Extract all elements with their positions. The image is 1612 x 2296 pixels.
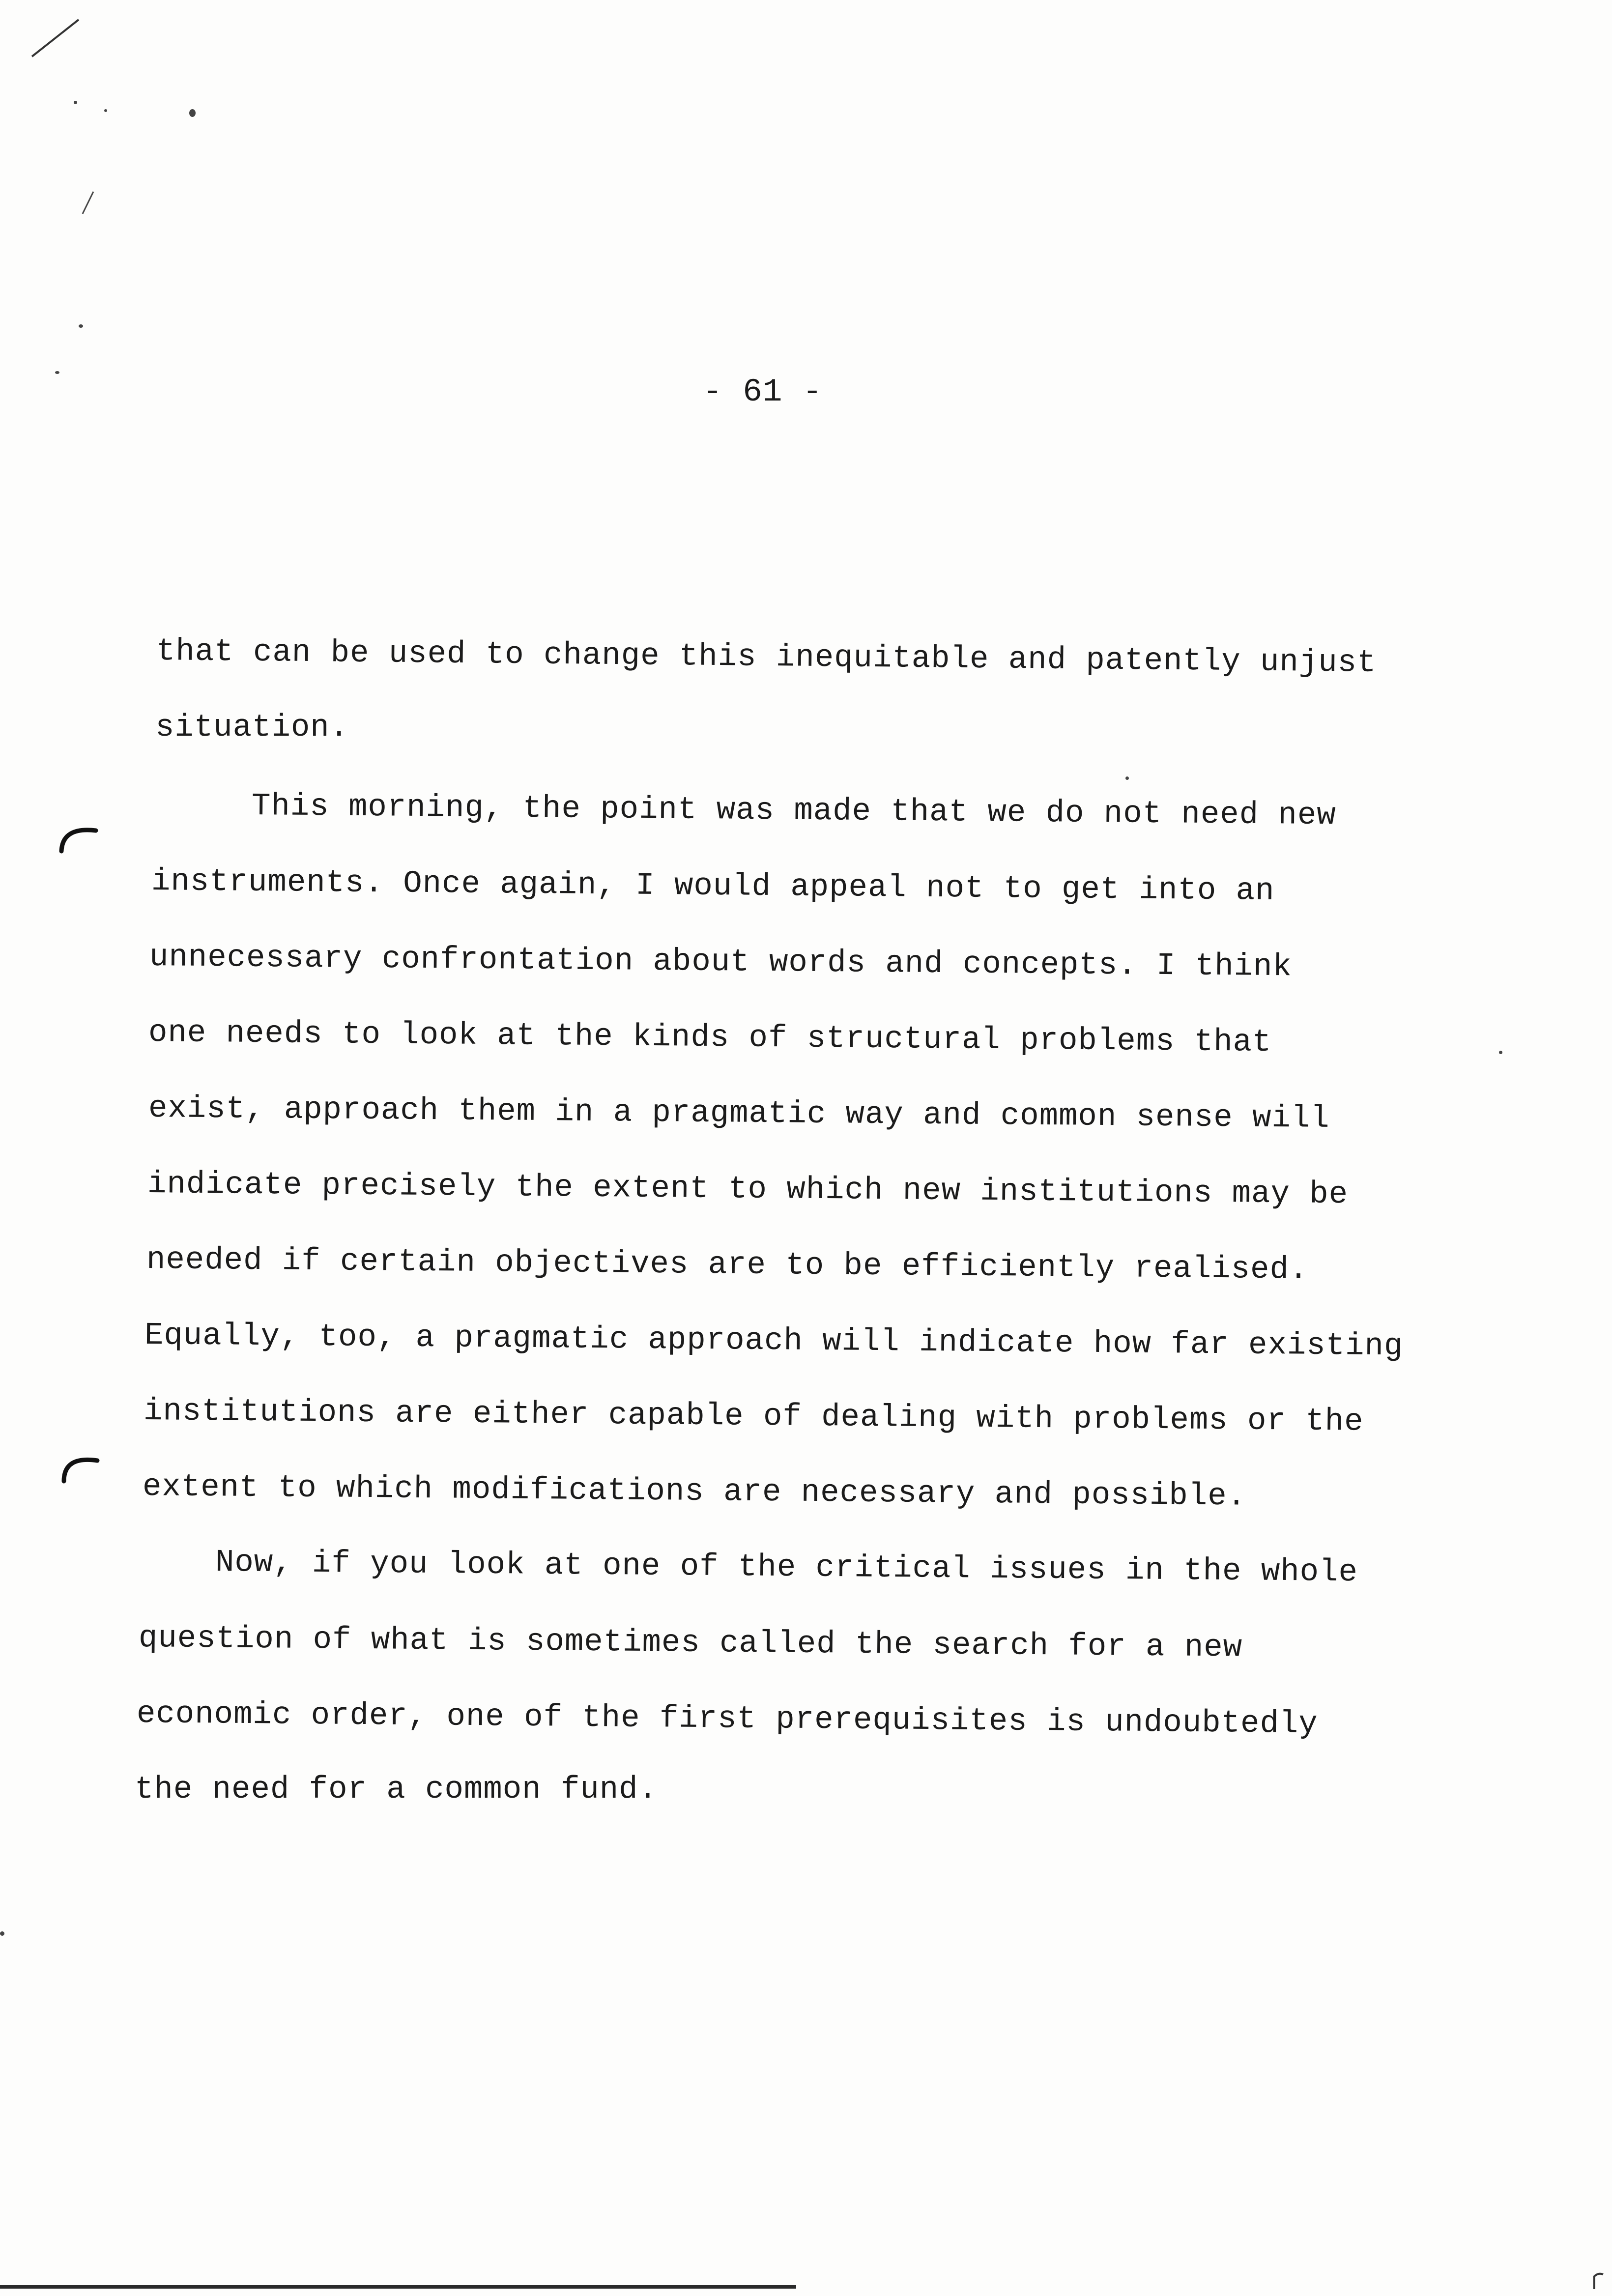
text-line: economic order, one of the first prerequisites is undoubtedly — [136, 1696, 1319, 1742]
text-line: indicate precisely the extent to which new institutions may be — [147, 1167, 1349, 1213]
scan-speck — [104, 109, 107, 112]
margin-tick-mark — [79, 187, 98, 216]
corner-mark-bottom-right — [1591, 2270, 1606, 2290]
text-line: extent to which modifications are necessary and possible. — [142, 1469, 1247, 1515]
scan-speck — [0, 1931, 4, 1936]
paragraph-bracket-mark — [57, 821, 101, 855]
text-line: one needs to look at the kinds of structural problems that — [148, 1015, 1272, 1061]
text-line: situation. — [155, 710, 349, 746]
text-line: institutions are either capable of dealing with problems or the — [143, 1394, 1364, 1440]
scan-speck — [189, 109, 196, 117]
text-line: needed if certain objectives are to be efficiently realised. — [146, 1242, 1309, 1288]
text-line: question of what is sometimes called the search for a new — [138, 1621, 1243, 1666]
text-line: This morning, the point was made that we do not need new — [251, 789, 1336, 834]
text-line: Now, if you look at one of the critical issues in the whole — [215, 1545, 1358, 1591]
text-line: unnecessary confrontation about words and concepts. I think — [149, 940, 1293, 985]
corner-stroke-mark — [29, 15, 84, 59]
text-line: that can be used to change this inequitable and patently unjust — [156, 634, 1377, 681]
paragraph-bracket-mark — [58, 1450, 102, 1484]
text-line: the need for a common fund. — [135, 1772, 658, 1808]
scan-speck — [79, 324, 83, 328]
scan-bottom-edge — [0, 2285, 796, 2289]
scan-speck — [74, 101, 77, 104]
text-line: instruments. Once again, I would appeal not to get into an — [151, 864, 1275, 909]
text-line: exist, approach them in a pragmatic way and common sense will — [148, 1091, 1330, 1137]
scan-speck — [55, 371, 59, 374]
scan-speck — [1125, 776, 1129, 780]
page-number: - 61 - — [703, 373, 823, 410]
text-line: Equally, too, a pragmatic approach will indicate how far existing — [144, 1318, 1404, 1365]
scan-speck — [1499, 1051, 1502, 1054]
